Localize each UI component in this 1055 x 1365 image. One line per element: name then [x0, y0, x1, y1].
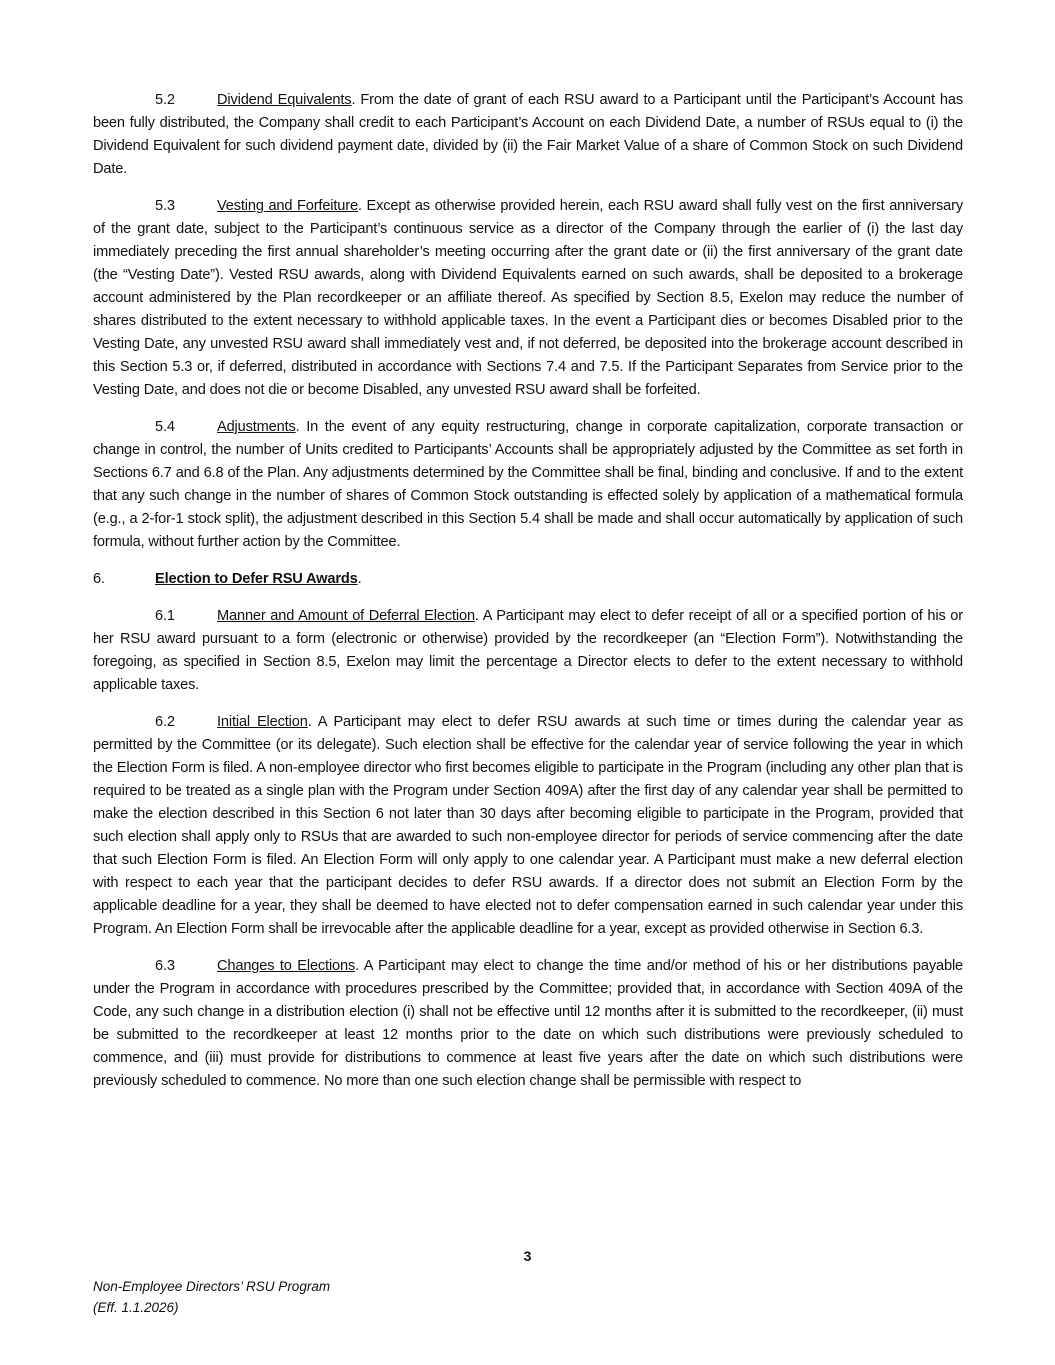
- section-number: 5.3: [155, 198, 175, 214]
- section-heading: Initial Election: [217, 714, 308, 730]
- section-6-2: [93, 711, 963, 941]
- footer-effective-date: (Eff. 1.1.2026): [93, 1300, 179, 1315]
- section-heading: Changes to Elections: [217, 958, 356, 974]
- section-6-3: [93, 955, 963, 1093]
- section-text: . From the date of grant of each RSU award to a Participant until the Participant’s Account has been fully distributed, the Company shall credit to each Participant’s Account on each Dividend Date, a number of RSUs equal to (i) the Dividend Equivalent for such dividend payment date, divided by (ii) the Fair Market Value of a share of Common Stock on such Dividend Date.: [93, 92, 963, 177]
- section-number: 6.1: [155, 608, 175, 624]
- section-text: . Except as otherwise provided herein, each RSU award shall fully vest on the first anniversary of the grant date, subject to the Participant’s continuous service as a director of the Company through the earlier of (i) the last day immediately preceding the first annual shareholder’s meeting occurring after the grant date or (ii) the first anniversary of the grant date (the “Vesting Date”). Vested RSU awards, along with Dividend Equivalents earned on such awards, shall be deposited to a brokerage account administered by the Plan recordkeeper or an affiliate thereof. As specified by Section 8.5, Exelon may reduce the number of shares distributed to the extent necessary to withhold applicable taxes. In the event a Participant dies or becomes Disabled prior to the Vesting Date, any unvested RSU award shall immediately vest and, if not deferred, be deposited into the brokerage account described in this Section 5.3 or, if deferred, distributed in accordance with Sections 7.4 and 7.5. If the Participant Separates from Service prior to the Vesting Date, and does not die or become Disabled, any unvested RSU award shall be forfeited.: [93, 198, 963, 398]
- section-6-1: [93, 605, 963, 697]
- section-text: . In the event of any equity restructuring, change in corporate capitalization, corporate transaction or change in control, the number of Units credited to Participants’ Accounts shall be appropriately adjusted by the Committee as set forth in Sections 6.7 and 6.8 of the Plan. Any adjustments determined by the Committee shall be final, binding and conclusive. If and to the extent that any such change in the number of shares of Common Stock outstanding is effected solely by application of a mathematical formula (e.g., a 2-for-1 stock split), the adjustment described in this Section 5.4 shall be made and shall occur automatically by application of such formula, without further action by the Committee.: [93, 419, 963, 550]
- section-text: . A Participant may elect to change the time and/or method of his or her distributions payable under the Program in accordance with procedures prescribed by the Committee; provided that, in accordance with Section 409A of the Code, any such change in a distribution election (i) shall not be effective until 12 months after it is submitted to the recordkeeper, (ii) must be submitted to the recordkeeper at least 12 months prior to the date on which such distributions were previously scheduled to commence, and (iii) must provide for distributions to commence at least five years after the date on which such distributions were previously scheduled to commence. No more than one such election change shall be permissible with respect to: [93, 958, 963, 1089]
- section-number: 6.2: [155, 714, 175, 730]
- section-heading: Election to Defer RSU Awards: [155, 571, 358, 587]
- section-6: [93, 568, 963, 591]
- section-heading: Vesting and Forfeiture: [217, 198, 358, 214]
- section-heading: Dividend Equivalents: [217, 92, 352, 108]
- page-footer: [93, 1276, 330, 1318]
- section-heading: Adjustments: [217, 419, 296, 435]
- section-text: . A Participant may elect to defer receipt of all or a specified portion of his or her RSU award pursuant to a form (electronic or otherwise) provided by the recordkeeper (an “Election Form”). Notwithstanding the foregoing, as specified in Section 8.5, Exelon may limit the percentage a Director elects to defer to the extent necessary to withhold applicable taxes.: [93, 608, 963, 693]
- section-heading: Manner and Amount of Deferral Election: [217, 608, 475, 624]
- section-number: 6.: [93, 571, 105, 587]
- document-body: [93, 89, 963, 1107]
- section-text: . A Participant may elect to defer RSU awards at such time or times during the calendar year as permitted by the Committee (or its delegate). Such election shall be effective for the calendar year of service following the year in which the Election Form is filed. A non-employee director who first becomes eligible to participate in the Program (including any other plan that is required to be treated as a single plan with the Program under Section 409A) after the first day of any calendar year shall be permitted to make the election described in this Section 6 not later than 30 days after becoming eligible to participate in the Program, provided that such election shall apply only to RSUs that are awarded to such non-employee director for periods of service commencing after the date that such Election Form is filed. An Election Form will only apply to one calendar year. A Participant must make a new deferral election with respect to each year that the participant decides to defer RSU awards. If a director does not submit an Election Form by the applicable deadline for a year, they shall be deemed to have elected not to defer compensation earned in such calendar year under this Program. An Election Form shall be irrevocable after the applicable deadline for a year, except as provided otherwise in Section 6.3.: [93, 714, 963, 937]
- section-5-4: [93, 416, 963, 554]
- page-number: 3: [523, 1248, 532, 1264]
- footer-title: Non-Employee Directors’ RSU Program: [93, 1279, 331, 1294]
- section-number: 6.3: [155, 958, 175, 974]
- section-5-3: [93, 195, 963, 402]
- section-text: .: [357, 571, 362, 587]
- section-number: 5.4: [155, 419, 175, 435]
- section-5-2: [93, 89, 963, 181]
- section-number: 5.2: [155, 92, 175, 108]
